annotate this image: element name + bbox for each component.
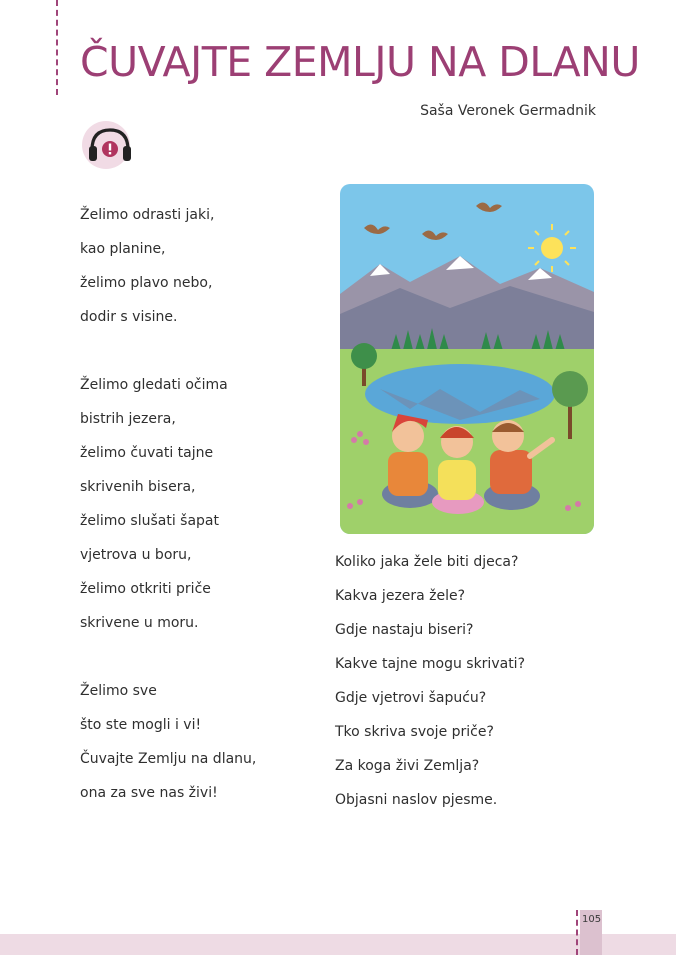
question-item: Za koga živi Zemlja? — [335, 758, 480, 774]
poem-line: Želimo gledati očima — [80, 377, 228, 393]
poem-line: vjetrova u boru, — [80, 547, 192, 563]
poem-line: bistrih jezera, — [80, 411, 176, 427]
poem-body — [80, 198, 256, 810]
question-item: Gdje nastaju biseri? — [335, 622, 474, 638]
poem-line: skrivene u moru. — [80, 615, 199, 631]
poem-line: što ste mogli i vi! — [80, 717, 202, 733]
poem-line: Čuvajte Zemlju na dlanu, — [80, 751, 257, 767]
question-item: Kakve tajne mogu skrivati? — [335, 656, 525, 672]
poem-line: skrivenih bisera, — [80, 479, 196, 495]
poem-line: kao planine, — [80, 241, 166, 257]
poem-line: želimo otkriti priče — [80, 581, 211, 597]
headphones-listen-icon[interactable] — [80, 120, 136, 170]
poem-stanza — [80, 198, 256, 334]
poem-line: želimo plavo nebo, — [80, 275, 213, 291]
questions-list — [335, 545, 525, 817]
poem-line: Želimo sve — [80, 683, 157, 699]
page-number: 105 — [582, 914, 602, 925]
question-item: Objasni naslov pjesme. — [335, 792, 498, 808]
poem-line: želimo čuvati tajne — [80, 445, 214, 461]
question-item: Gdje vjetrovi šapuću? — [335, 690, 487, 706]
poem-line: želimo slušati šapat — [80, 513, 219, 529]
poem-stanza — [80, 674, 256, 810]
question-item: Koliko jaka žele biti djeca? — [335, 554, 519, 570]
poem-author: Saša Veronek Germadnik — [420, 103, 596, 119]
poem-stanza — [80, 368, 256, 640]
question-item: Kakva jezera žele? — [335, 588, 466, 604]
children-by-lake-illustration — [340, 184, 594, 534]
question-item: Tko skriva svoje priče? — [335, 724, 494, 740]
poem-title: ČUVAJTE ZEMLJU NA DLANU — [80, 38, 640, 86]
decorative-dashed-line — [56, 0, 58, 95]
poem-line: dodir s visine. — [80, 309, 178, 325]
decorative-dashed-line — [576, 910, 578, 955]
footer-band — [0, 934, 676, 955]
poem-line: Želimo odrasti jaki, — [80, 207, 215, 223]
poem-line: ona za sve nas živi! — [80, 785, 218, 801]
